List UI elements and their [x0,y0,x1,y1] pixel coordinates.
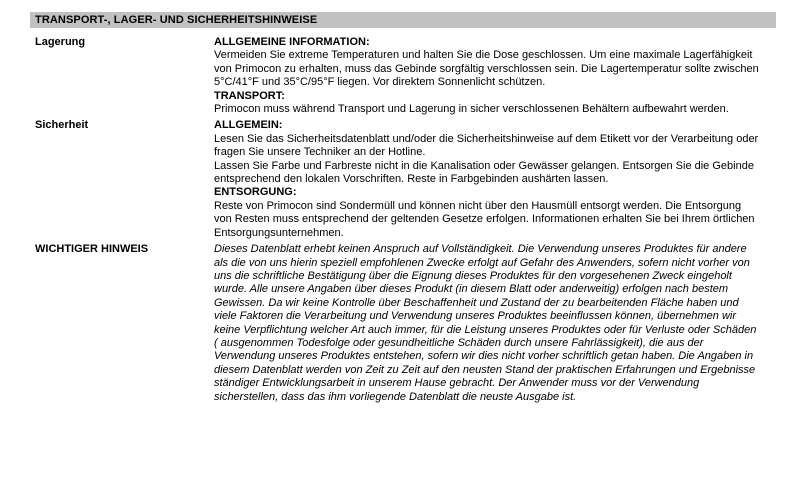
section-header-bar [30,12,776,28]
subheading-allgemein: ALLGEMEIN: [214,119,283,132]
row-label-wichtiger-hinweis: WICHTIGER HINWEIS [35,243,149,256]
subheading-entsorgung: ENTSORGUNG: [214,186,297,199]
subheading-transport: TRANSPORT: [214,89,285,102]
paragraph-transport: Primocon muss während Transport und Lagerung in sicher verschlossenen Behältern aufbewahrt werden. [214,103,729,116]
section-lagerung [35,36,795,116]
subheading-allgemeine-information: ALLGEMEINE INFORMATION: [214,36,370,48]
section-wichtiger-hinweis [35,243,795,404]
paragraph-sicherheit-farbreste: Lassen Sie Farbe und Farbreste nicht in die Kanalisation oder Gewässer gelangen. Entsorgen Sie die Gebinde entsprechend den lokalen Vorschriften. Reste in Farbgebinden aushärten lassen. [214,159,754,186]
paragraph-lagerung-allgemein: Vermeiden Sie extreme Temperaturen und halten Sie die Dose geschlossen. Um eine maximale Lagerfähigkeit von Primocon zu erhalten, muss das Gebinde sorgfältig verschlossen sein. Die Lagertemperatur sollte zwischen 5°C/41°F und 35°C/95°F liegen. Vor direktem Sonnenlicht schützen. [214,49,759,89]
section-sicherheit [35,119,795,240]
paragraph-disclaimer: Dieses Datenblatt erhebt keinen Anspruch auf Vollständigkeit. Die Verwendung unseres Produktes für andere als die von uns hierin speziell empfohlenen Zwecke erfolgt auf Gefahr des Anwenders, sofern nicht vorher von uns die schriftliche Bestätigung über die Eignung dieses Produktes für den vorgesehenen Zweck eingeholt wurde. Alle unsere Angaben über dieses Produkt (in diesem Blatt oder anderweitig) erfolgen nach bestem Gewissen. Da wir keine Kontrolle über Beschaffenheit und Zustand der zu bearbeitenden Fläche haben und viele Faktoren die Verarbeitung und Verwendung unseres Produktes beeinflussen können, übernehmen wir keine Verpflichtung welcher Art auch immer, für die Leistung unseres Produktes oder für Verluste oder Schäden ( ausgenommen Todesfolge oder gesundheitliche Schäden durch unsere Fahrlässigkeit), die aus der Verwendung unseres Produktes entstehen, sofern wir dies nicht vorher schriftlich getan haben. Die Angaben in diesem Datenblatt werden von Zeit zu Zeit auf den neusten Stand der praktischen Erfahrungen und Ergebnisse ständiger Entwicklungsarbeit in unserem Hause gebracht. Der Anwender muss vor der Verwendung sicherstellen, dass das ihm vorliegende Datenblatt die neuste Ausgabe ist. [214,243,757,403]
row-label-sicherheit: Sicherheit [35,119,89,132]
row-label-lagerung: Lagerung [35,36,86,48]
paragraph-sicherheit-datenblatt: Lesen Sie das Sicherheitsdatenblatt und/oder die Sicherheitshinweise auf dem Etikett vor der Verarbeitung oder fragen Sie unsere Techniker an der Hotline. [214,132,759,159]
row-body-lagerung [214,36,759,116]
datasheet-content [35,36,795,407]
section-header-title: TRANSPORT-, LAGER- UND SICHERHEITSHINWEISE [35,14,318,26]
row-body-wichtiger-hinweis [214,243,759,404]
row-body-sicherheit [214,119,759,240]
paragraph-entsorgung: Reste von Primocon sind Sondermüll und können nicht über den Hausmüll entsorgt werden. Die Entsorgung von Resten muss entsprechend der geltenden Gesetze erfolgen. Informationen erhalten Sie bei Ihrem örtlichen Entsorgungsunternehmen. [214,199,755,239]
